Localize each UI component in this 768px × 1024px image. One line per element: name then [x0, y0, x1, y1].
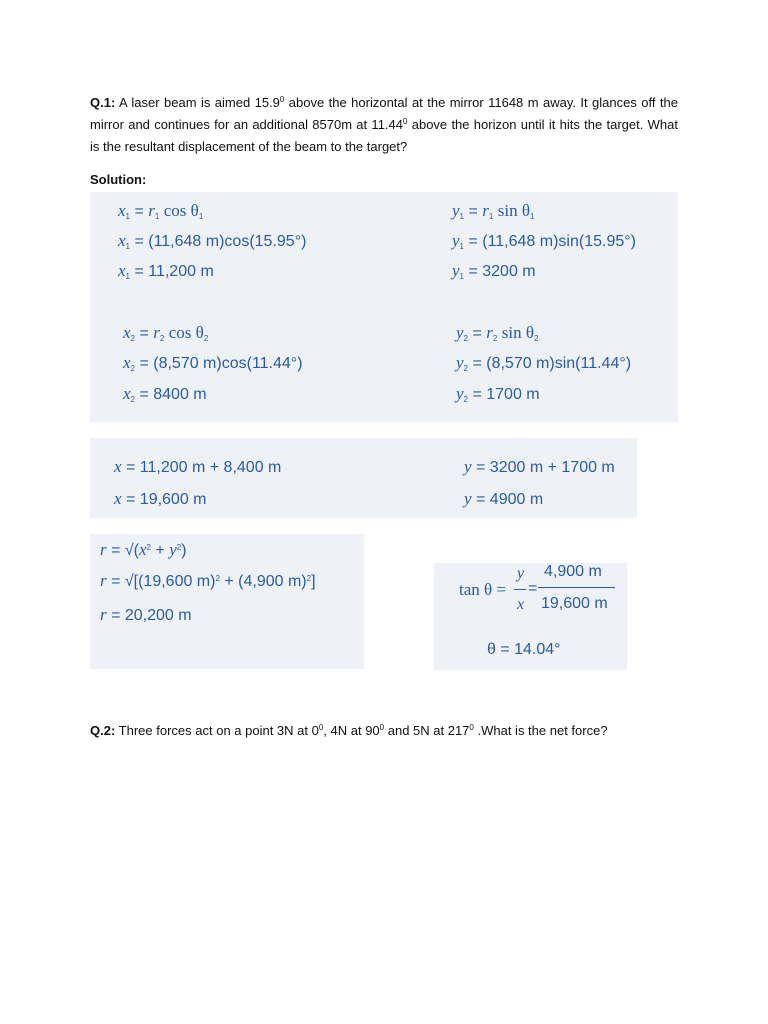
- r-formula: $r = √(x^2 + y^2)$: [100, 540, 187, 559]
- y-total: y = 4900 m: [464, 489, 544, 508]
- fraction-var-numerator: y: [517, 565, 525, 582]
- question-1-body: above the horizontal at the mirror 11648 m away. It glances off the mirror and continues for an additional 8570m at 11.44: [90, 95, 679, 132]
- question-2-label: Q.2:: [90, 723, 116, 738]
- question-2-text: [90, 720, 678, 742]
- degree-mark: 0: [279, 95, 285, 104]
- fraction-bar-values: [538, 587, 615, 588]
- fraction-denominator: 19,600 m: [541, 595, 608, 612]
- angle-panel: [434, 563, 627, 670]
- y1-substitution: $y_1 = (11,648$ m)sin(15.95°): [452, 231, 636, 251]
- question-2-body: and 5N at 217: [384, 723, 470, 738]
- degree-mark: 0: [403, 117, 408, 126]
- degree-mark: 0: [379, 723, 385, 732]
- y2-formula: $y_2 = r_2$ $\sin \theta_2$: [456, 323, 539, 343]
- x2-substitution: $x_2 = (8,570$ m)cos(11.44°): [123, 353, 303, 373]
- x2-result: $x_2 = 8400$ m: [123, 384, 207, 404]
- y2-substitution: $y_2 = (8,570$ m)sin(11.44°): [456, 353, 632, 373]
- sums-panel: [90, 438, 637, 518]
- fraction-numerator: 4,900 m: [544, 563, 602, 580]
- components-panel: [90, 192, 678, 422]
- equals-sign: =: [528, 580, 538, 597]
- fraction-var-denominator: x: [517, 596, 525, 613]
- y1-formula: $y_1 = r_1$ $\sin \theta_1$: [452, 201, 535, 221]
- fraction-bar-vars: [514, 589, 526, 590]
- question-1-body: above the horizon until it hits the target. What is the resultant displacement of the beam to the target?: [90, 117, 678, 154]
- question-1-label: Q.1:: [90, 95, 116, 110]
- x1-formula: $x_1 = r_1$ $\cos \theta_1$: [118, 201, 204, 221]
- x1-substitution: $x_1 = (11,648$ m)cos(15.95°): [118, 231, 307, 251]
- resultant-panel: [90, 534, 364, 669]
- x2-formula: $x_2 = r_2$ $\cos \theta_2$: [123, 323, 209, 343]
- solution-label: Solution:: [90, 172, 147, 187]
- question-1-body: A laser beam is aimed 15.9: [115, 95, 280, 110]
- r-calculation: r = √[(19,600 m)$^2$ + (4,900 m)$^2$]: [100, 571, 316, 590]
- question-2-body: Three forces act on a point 3N at 0: [115, 723, 319, 738]
- theta-result: θ = 14.04°: [487, 641, 561, 658]
- x1-result: $x_1 = 11,200$ m: [118, 261, 214, 281]
- degree-mark: 0: [469, 723, 474, 732]
- x-total: x = 19,600 m: [114, 489, 207, 508]
- question-2-body: .What is the net force?: [473, 723, 608, 738]
- y-sum: y = 3200 m + 1700 m: [464, 457, 615, 476]
- y1-result: $y_1 = 3200$ m: [452, 261, 536, 281]
- y2-result: $y_2 = 1700$ m: [456, 384, 540, 404]
- question-2-body: , 4N at 90: [323, 723, 380, 738]
- tan-label: tan θ =: [459, 580, 506, 599]
- r-result: r = 20,200 m: [100, 605, 192, 624]
- x-sum: x = 11,200 m + 8,400 m: [114, 457, 282, 476]
- degree-mark: 0: [318, 723, 324, 732]
- question-1-text: [90, 92, 678, 158]
